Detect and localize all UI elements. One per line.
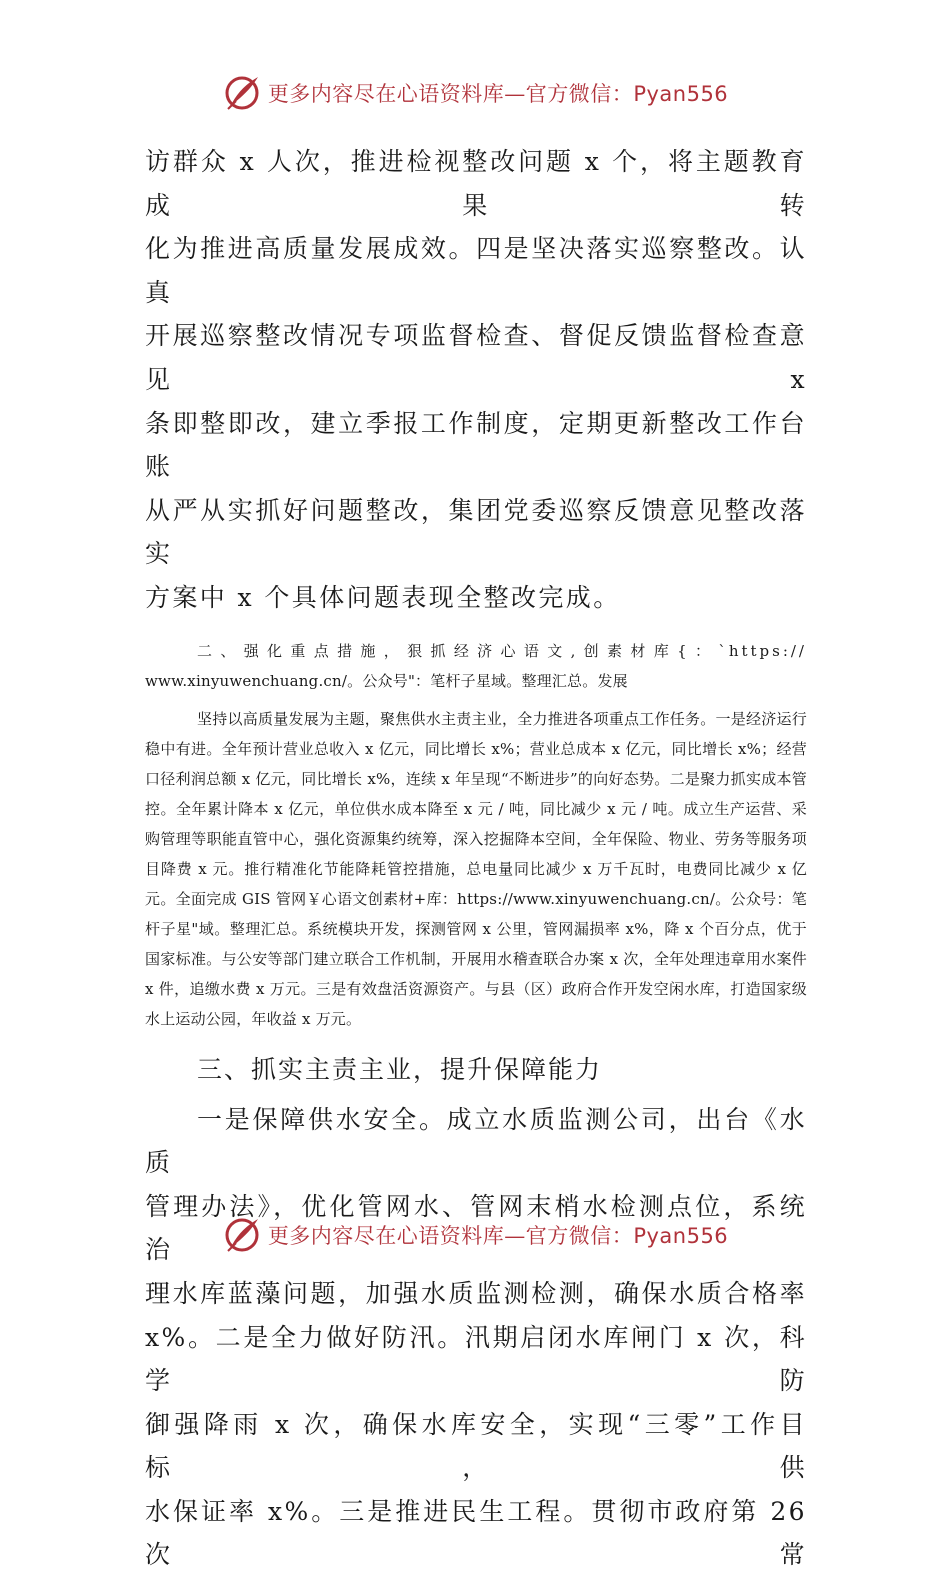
paragraph-continuation bbox=[145, 140, 807, 620]
banner-group bbox=[222, 73, 728, 113]
text-line: 化为推进高质量发展成效。四是坚决落实巡察整改。认真 bbox=[145, 234, 807, 307]
document-body bbox=[145, 140, 807, 1577]
text-line: 理水库蓝藻问题，加强水质监测检测，确保水质合格率 bbox=[145, 1278, 807, 1308]
section-2-paragraph: 坚持以高质量发展为主题，聚焦供水主责主业，全力推进各项重点工作任务。一是经济运行稳中有进。全年预计营业总收入 x 亿元，同比增长 x%；营业总成本 x 亿元，同比增长 x%；经营口径利润总额 x 亿元，同比增长 x%，连续 x 年呈现“不断进步”的向好态势。二是聚力抓实成本管控。全年累计降本 x 亿元，单位供水成本降至 x 元 / 吨，同比减少 x 元 / 吨。成立生产运营、采购管理等职能直管中心，强化资源集约统筹，深入挖掘降本空间，全年保险、物业、劳务等服务项目降费 x 元。推行精准化节能降耗管控措施，总电量同比减少 x 万千瓦时，电费同比减少 x 亿元。全面完成 GIS 管网￥心语文创素材+库：https://www.xinyuwenchuang.cn/。公众号：笔杆子星"域。整理汇总。系统模块开发，探测管网 x 公里，管网漏损率 x%，降 x 个百分点，优于国家标准。与公安等部门建立联合工作机制，开展用水稽查联合办案 x 次，全年处理违章用水案件 x 件，追缴水费 x 万元。三是有效盘活资源资产。与县（区）政府合作开发空闲水库，打造国家级水上运动公园，年收益 x 万元。 bbox=[145, 709, 807, 1028]
text-line: 从严从实抓好问题整改，集团党委巡察反馈意见整改落实 bbox=[145, 495, 807, 569]
text-line: 条即整即改，建立季报工作制度，定期更新整改工作台账 bbox=[145, 408, 807, 482]
wechat-id: Pyan556 bbox=[633, 1224, 729, 1248]
footer-banner bbox=[0, 1210, 950, 1260]
text-line: 方案中 x 个具体问题表现全整改完成。 bbox=[145, 582, 621, 612]
quill-seal-icon bbox=[222, 73, 262, 113]
text-line: 开展巡察整改情况专项监督检查、督促反馈监督检查意见 x bbox=[145, 321, 807, 394]
header-banner bbox=[0, 68, 950, 118]
text-line: 访群众 x 人次，推进检视整改问题 x 个，将主题教育成果转 bbox=[145, 147, 807, 220]
banner-text: 更多内容尽在心语资料库—官方微信：Pyan556 bbox=[267, 82, 729, 106]
text-line: 水保证率 x%。三是推进民生工程。贯彻市政府第 26 次常 bbox=[145, 1496, 807, 1570]
text-line: 管理办法》，优化管网水、管网末梢水检测点位，系统治 bbox=[145, 1191, 807, 1265]
section-3-heading: 三、抓实主责主业，提升保障能力 bbox=[197, 1054, 603, 1084]
section-2-heading-line2: www.xinyuwenchuang.cn/。公众号"：笔杆子星域。整理汇总。发展 bbox=[145, 671, 628, 690]
section-3-body bbox=[145, 1098, 807, 1577]
section-2-body bbox=[145, 704, 807, 1034]
text-line: 御强降雨 x 次，确保水库安全，实现“三零”工作目标，供 bbox=[145, 1409, 807, 1483]
section-2-heading bbox=[145, 636, 807, 696]
quill-seal-icon bbox=[222, 1215, 262, 1255]
section-2-heading-line1: 二、强化重点措施，狠抓经济心语文,创素材库{：`https:// bbox=[197, 641, 807, 660]
banner-text: 更多内容尽在心语资料库—官方微信：Pyan556 bbox=[267, 1224, 729, 1248]
text-line: x%。二是全力做好防汛。汛期启闭水库闸门 x 次，科学防 bbox=[145, 1322, 807, 1396]
wechat-id: Pyan556 bbox=[633, 82, 729, 106]
banner-group bbox=[222, 1215, 728, 1255]
text-line: 一是保障供水安全。成立水质监测公司，出台《水质 bbox=[145, 1104, 807, 1178]
